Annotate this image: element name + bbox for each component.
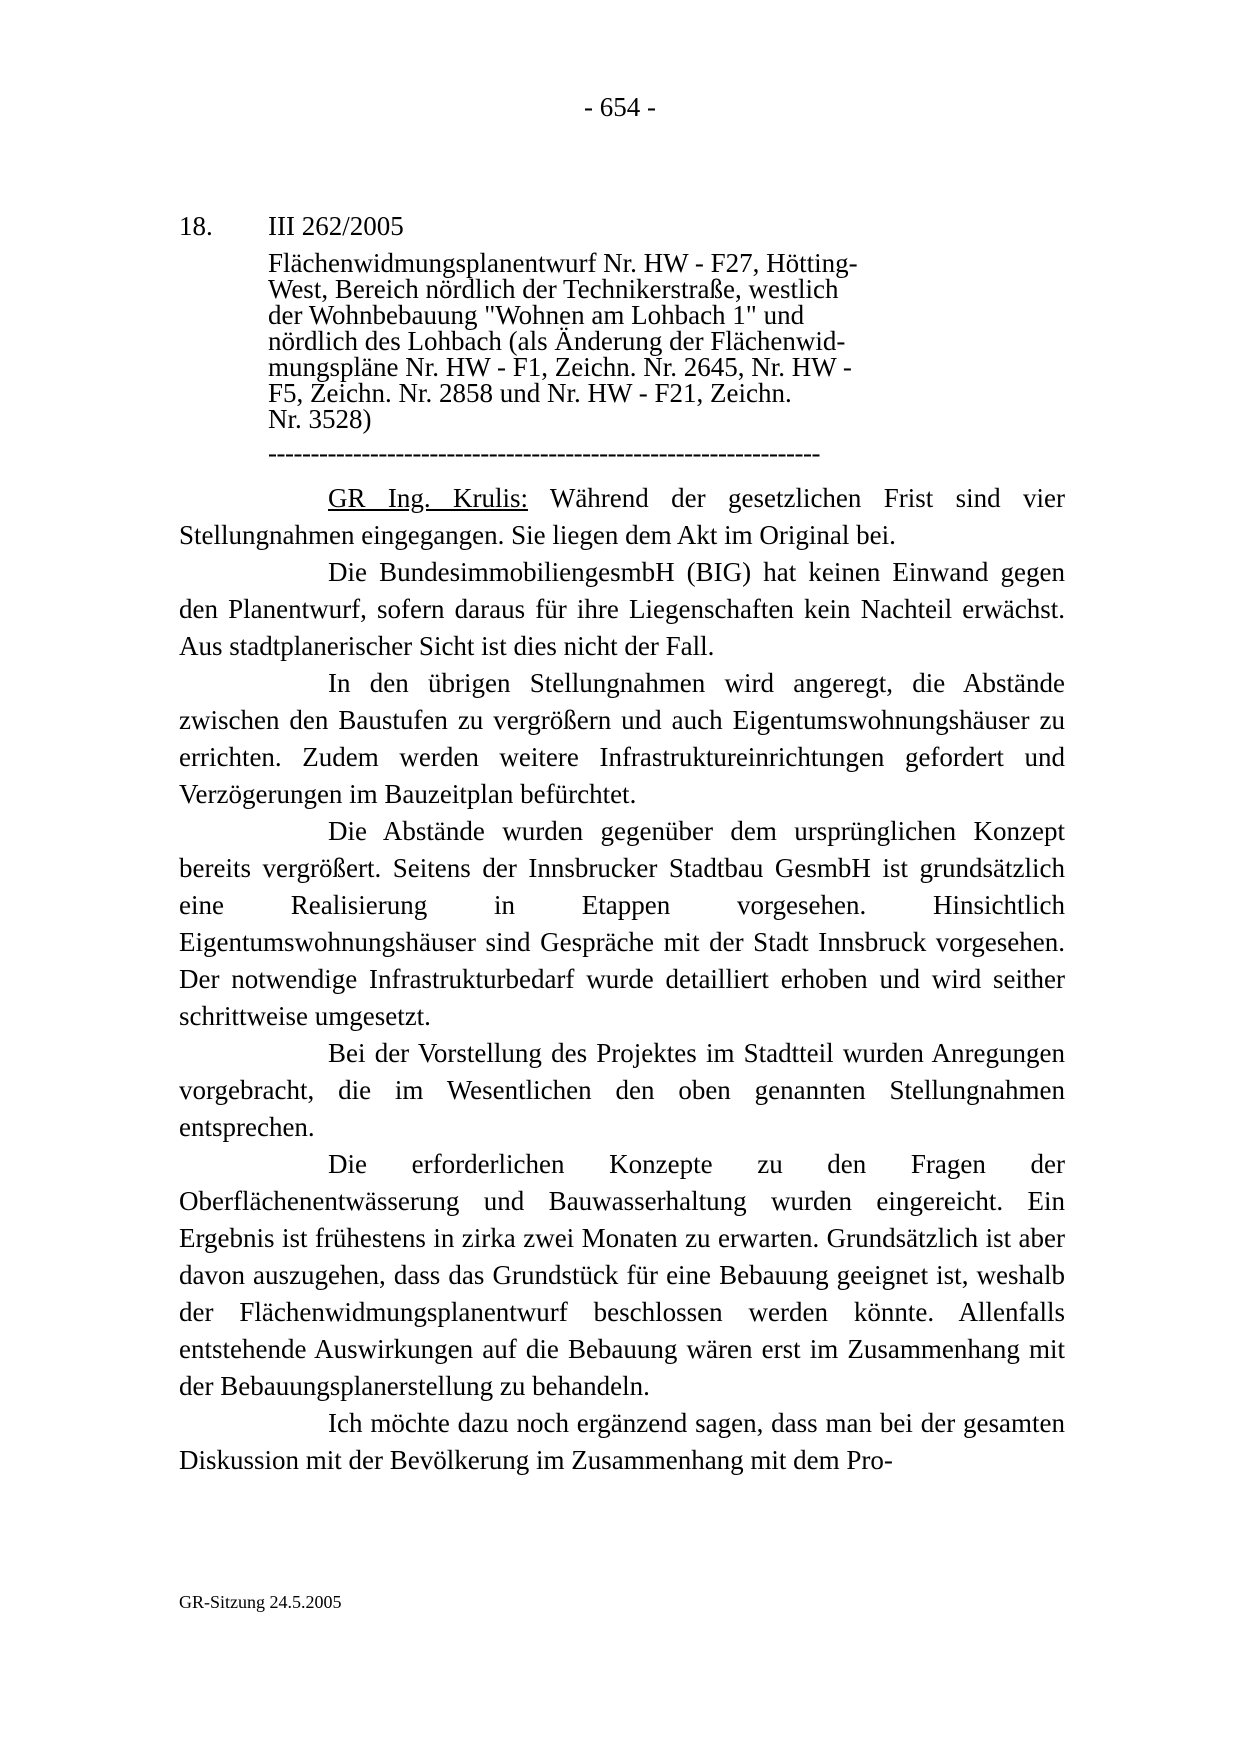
- paragraph: [179, 480, 1065, 554]
- subject-line: Flächenwidmungsplanentwurf Nr. HW - F27, Hötting-: [268, 248, 858, 278]
- subject-line: Nr. 3528): [268, 404, 372, 434]
- agenda-item-reference: III 262/2005: [268, 211, 404, 241]
- paragraph: In den übrigen Stellungnahmen wird angeregt, die Abstände zwischen den Baustufen zu vergrößern und auch Eigentumswohnungshäuser zu errichten. Zudem werden weitere Infrastruktureinrichtungen gefordert und Verzögerungen im Bauzeitplan befürchtet.: [179, 668, 1065, 809]
- paragraph: Ich möchte dazu noch ergänzend sagen, dass man bei der gesamten Diskussion mit der Bevölkerung im Zusammenhang mit dem Pro-: [179, 1408, 1065, 1475]
- speech-body: [179, 480, 1065, 1479]
- subject-line: West, Bereich nördlich der Technikerstraße, westlich: [268, 274, 839, 304]
- agenda-item-number: 18.: [179, 211, 213, 241]
- paragraph: Bei der Vorstellung des Projektes im Stadtteil wurden Anregungen vorgebracht, die im Wesentlichen den oben genannten Stellungnahmen entsprechen.: [179, 1038, 1065, 1142]
- subject-line: der Wohnbebauung "Wohnen am Lohbach 1" und: [268, 300, 805, 330]
- subject-line: F5, Zeichn. Nr. 2858 und Nr. HW - F21, Zeichn.: [268, 378, 792, 408]
- agenda-item-subject: [268, 250, 918, 432]
- paragraph-text: Während der gesetzlichen Frist sind vier Stellungnahmen eingegangen. Sie liegen dem Akt im Original bei.: [179, 483, 1065, 550]
- subject-line: mungspläne Nr. HW - F1, Zeichn. Nr. 2645, Nr. HW -: [268, 352, 852, 382]
- paragraph: Die erforderlichen Konzepte zu den Fragen der Oberflächenentwässerung und Bauwasserhaltung wurden eingereicht. Ein Ergebnis ist frühestens in zirka zwei Monaten zu erwarten. Grundsätzlich ist aber davon auszugehen, dass das Grundstück für eine Bebauung geeignet ist, weshalb der Flächenwidmungsplanentwurf beschlossen werden könnte. Allenfalls entstehende Auswirkungen auf die Bebauung wären erst im Zusammenhang mit der Bebauungsplanerstellung zu behandeln.: [179, 1149, 1065, 1401]
- page-number: - 654 -: [584, 92, 656, 122]
- dashed-divider: -----------------------------------------------------------------: [268, 440, 820, 466]
- speaker-name: GR Ing. Krulis:: [328, 483, 528, 513]
- paragraph: Die Abstände wurden gegenüber dem ursprünglichen Konzept bereits vergrößert. Seitens der Innsbrucker Stadtbau GesmbH ist grundsätzlich eine Realisierung in Etappen vorgesehen. Hinsichtlich Eigentumswohnungshäuser sind Gespräche mit der Stadt Innsbruck vorgesehen. Der notwendige Infrastrukturbedarf wurde detailliert erhoben und wird seither schrittweise umgesetzt.: [179, 816, 1065, 1031]
- paragraph: Die BundesimmobiliengesmbH (BIG) hat keinen Einwand gegen den Planentwurf, sofern daraus für ihre Liegenschaften kein Nachteil erwächst. Aus stadtplanerischer Sicht ist dies nicht der Fall.: [179, 557, 1065, 661]
- footer-session-date: GR-Sitzung 24.5.2005: [179, 1592, 342, 1612]
- subject-line: nördlich des Lohbach (als Änderung der Flächenwid-: [268, 326, 846, 356]
